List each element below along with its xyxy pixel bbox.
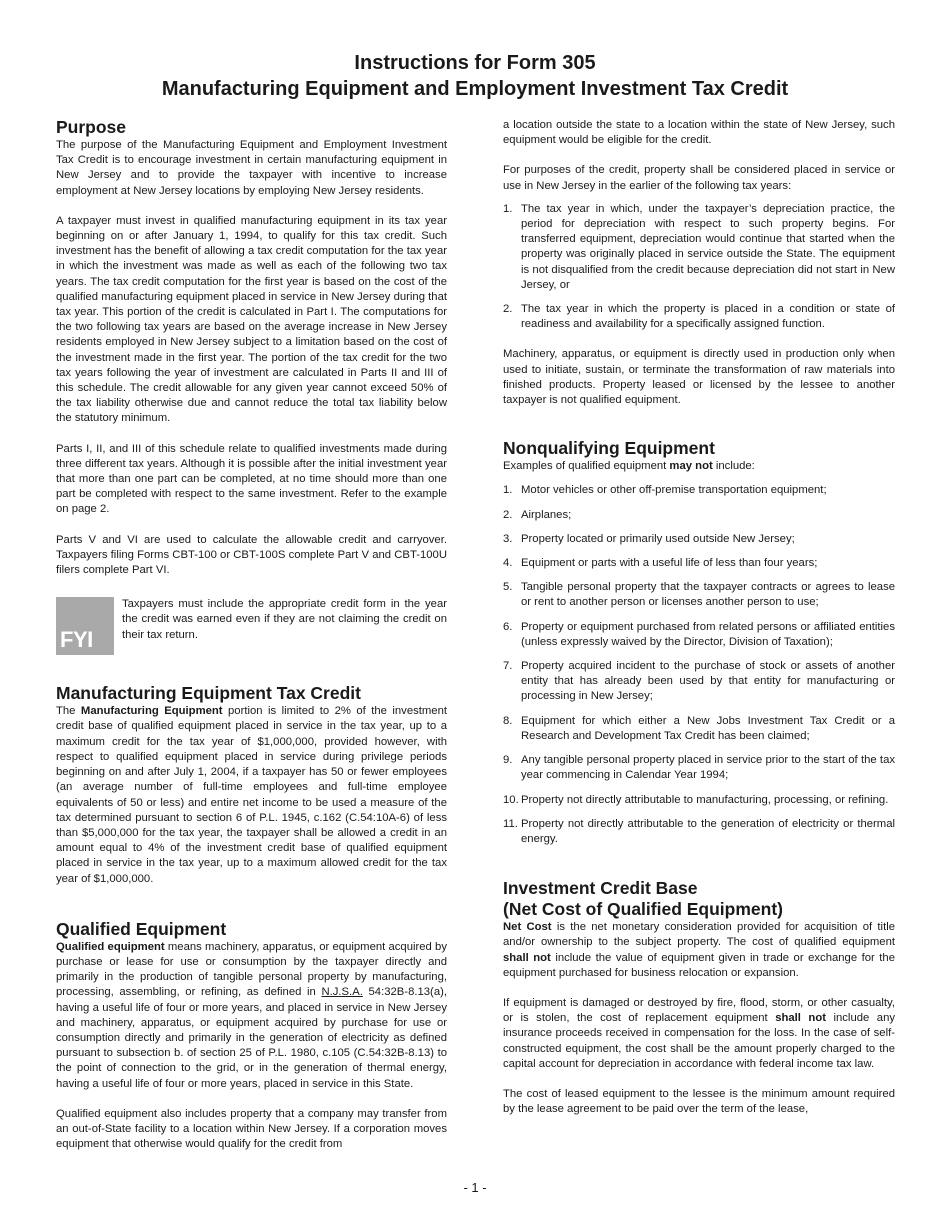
list-text: Property not directly attributable to the generation of electricity or thermal energy. xyxy=(521,817,895,845)
statute-reference: N.J.S.A. xyxy=(321,986,363,999)
placed-in-service-list xyxy=(503,202,895,333)
list-number: 5. xyxy=(503,581,513,594)
qualified-bold: Qualified equipment xyxy=(56,940,165,953)
manufacturing-paragraph xyxy=(56,704,447,886)
casualty-text-a: If equipment is damaged or destroyed by fire, flood, storm, or other casualty, or is stolen, the cost of replacement equipment xyxy=(503,996,895,1025)
list-text: Property not directly attributable to manufacturing, processing, or refining. xyxy=(521,793,889,806)
list-item xyxy=(503,556,895,571)
list-item xyxy=(503,620,895,650)
shall-not-bold-2: shall not xyxy=(775,1012,826,1025)
list-item xyxy=(503,532,895,547)
manufacturing-bold: Manufacturing Equipment xyxy=(80,705,223,718)
list-item xyxy=(503,508,895,523)
qualified-paragraph-2: Qualified equipment also includes property that a company may transfer from an out-of-State facility to a location within New Jersey. If a corporation moves equipment that otherwise would qualify for the credit from xyxy=(56,1107,447,1151)
left-column xyxy=(56,117,447,1152)
list-text: Property or equipment purchased from related persons or affiliated entities (unless expressly waived by the Director, Division of Taxation); xyxy=(521,620,895,648)
page-title xyxy=(0,50,950,102)
page-number: - 1 - xyxy=(463,1180,487,1195)
fyi-label: FYI xyxy=(60,627,93,653)
casualty-paragraph xyxy=(503,996,895,1072)
manufacturing-lead: The xyxy=(56,705,81,718)
purpose-paragraph-3: Parts I, II, and III of this schedule relate to qualified investments made during three different tax years. Although it is possible after the initial investment year that more than one part can be completed, at no time should more than one part be completed with respect to the same investment. Refer to the example on page 2. xyxy=(56,442,447,516)
list-number: 6. xyxy=(503,620,513,633)
nonqualifying-intro-a: Examples of qualified equipment xyxy=(503,460,670,473)
list-text: Motor vehicles or other off-premise transportation equipment; xyxy=(521,484,827,497)
right-column xyxy=(503,118,895,1117)
list-text: Equipment or parts with a useful life of less than four years; xyxy=(521,557,818,570)
list-item xyxy=(503,817,895,847)
investment-base-heading-1: Investment Credit Base xyxy=(503,878,698,899)
fyi-text: Taxpayers must include the appropriate credit form in the year the credit was earned even if they are not claiming the credit on their tax return. xyxy=(122,598,447,641)
list-number: 7. xyxy=(503,660,513,673)
list-text: Property acquired incident to the purchase of stock or assets of another entity that has already been used by that entity for manufacturing or processing in New Jersey; xyxy=(521,660,895,703)
net-cost-paragraph xyxy=(503,920,895,981)
list-item xyxy=(503,202,895,293)
nonqualifying-heading: Nonqualifying Equipment xyxy=(503,438,715,459)
list-text: The tax year in which the property is placed in a condition or state of readiness and availability for a specifically assigned function. xyxy=(521,303,895,331)
list-text: Equipment for which either a New Jobs Investment Tax Credit or a Research and Development Tax Credit has been claimed; xyxy=(521,714,895,742)
list-number: 3. xyxy=(503,532,513,545)
list-number: 1. xyxy=(503,202,513,215)
purpose-heading: Purpose xyxy=(56,117,127,137)
machinery-paragraph: Machinery, apparatus, or equipment is directly used in production only when used to initiate, sustain, or terminate the transformation of raw materials into finished products. Property leased or licensed by the lessee to another taxpayer is not qualified equipment. xyxy=(503,348,895,407)
title-line-2: Manufacturing Equipment and Employment Investment Tax Credit xyxy=(161,78,789,100)
list-item xyxy=(503,483,895,498)
qualified-part-2: 54:32B-8.13(a), having a useful life of four or more years, and placed in service in New Jersey and machinery, apparatus, or equipment acquired by purchase for use or consumption directly and primarily in the generation of electricity as defined pursuant to subsection b. of section 25 of P.L. 1980, c.105 (C.54:32B-8.13) to the point of connection to the grid, or in the generation of thermal energy, having a useful life of four or more years, placed in service in this State. xyxy=(56,986,447,1090)
nonqualifying-list xyxy=(503,483,895,847)
nonqualifying-intro xyxy=(503,459,895,474)
list-number: 10. xyxy=(503,793,519,806)
qualified-paragraph-1 xyxy=(56,940,447,1092)
casualty-text-b: include any insurance proceeds received in compensation for the loss. In the case of self-constructed equipment, the cost shall be the amount properly charged to the capital account for depreciation in accordance with federal income tax law. xyxy=(503,1012,895,1070)
list-number: 2. xyxy=(503,508,513,521)
list-text: Airplanes; xyxy=(521,508,572,521)
list-item xyxy=(503,659,895,705)
net-cost-text-a: is the net monetary consideration provided for acquisition of title and/or ownership to the subject property. The cost of qualified equipment xyxy=(503,921,895,949)
list-text: The tax year in which, under the taxpayer’s depreciation practice, the period for depreciation with respect to such property begins. For transferred equipment, depreciation would continue that started when the property was originally placed in service outside the State. The equipment is not disqualified from the credit because depreciation did not start in New Jersey, or xyxy=(521,202,895,291)
list-text: Tangible personal property that the taxpayer contracts or agrees to lease or rent to another person or licenses another person to use; xyxy=(521,581,895,609)
manufacturing-heading: Manufacturing Equipment Tax Credit xyxy=(56,683,361,704)
purpose-paragraph-1: The purpose of the Manufacturing Equipment and Employment Investment Tax Credit is to encourage investment in certain manufacturing equipment in New Jersey and to provide the taxpayer with incentive to increase employment at New Jersey locations by employing New Jersey residents. xyxy=(56,139,447,197)
net-cost-bold: Net Cost xyxy=(503,921,552,934)
leased-equipment-paragraph: The cost of leased equipment to the lessee is the minimum amount required by the lease agreement to be paid over the term of the lease, xyxy=(503,1087,895,1116)
net-cost-text-b: include the value of equipment given in trade or exchange for the equipment purchased for business relocation or expansion. xyxy=(503,951,895,979)
list-number: 9. xyxy=(503,754,513,767)
qualified-heading: Qualified Equipment xyxy=(56,918,227,939)
list-item xyxy=(503,793,895,808)
purpose-paragraph-4: Parts V and VI are used to calculate the allowable credit and carryover. Taxpayers filing Forms CBT-100 or CBT-100S complete Part V and CBT-100U filers complete Part VI. xyxy=(56,533,447,577)
nonqualifying-intro-b: include: xyxy=(712,460,755,473)
title-line-1: Instructions for Form 305 xyxy=(354,52,596,74)
shall-not-bold-1: shall not xyxy=(503,951,551,964)
continued-paragraph: a location outside the state to a location within the state of New Jersey, such equipment would be eligible for the credit. xyxy=(503,119,895,147)
investment-base-heading-2: (Net Cost of Qualified Equipment) xyxy=(503,899,783,920)
manufacturing-rest: portion is limited to 2% of the investment credit base of qualified equipment placed in service in the tax year, up to a maximum credit for the tax year of $1,000,000, provided however, with respect to qualified equipment placed in service during privilege periods beginning on and after July 1, 2004, if a taxpayer has 50 or fewer employees (an average number of full-time employees and full-time employee equivalents of 50 or less) and entire net income to be used a measure of the tax determined pursuant to section 6 of P.L. 1945, c.162 (C.54:10A-6) of less than $5,000,000 for the tax year, the taxpayer shall be allowed a credit in an amount equal to 4% of the investment credit base of qualified equipment placed in service in the tax year, up to a maximum allowed credit for the tax year of $1,000,000. xyxy=(56,705,448,885)
list-item xyxy=(503,580,895,610)
list-number: 1. xyxy=(503,484,513,497)
placed-in-service-intro: For purposes of the credit, property shall be considered placed in service or use in New Jersey in the earlier of the following tax years: xyxy=(503,164,895,192)
list-text: Any tangible personal property placed in service prior to the start of the tax year commencing in Calendar Year 1994; xyxy=(521,754,895,782)
list-number: 11. xyxy=(503,817,518,830)
fyi-note xyxy=(56,597,447,655)
list-item xyxy=(503,714,895,744)
purpose-paragraph-2: A taxpayer must invest in qualified manufacturing equipment in its tax year beginning on or after January 1, 1994, to qualify for this tax credit. Such investment has the benefit of allowing a tax credit computation for the tax year in which the investment was made as well as each of the following two tax years. The tax credit computation for the first year is based on the cost of the qualified manufacturing equipment placed in service in New Jersey during that tax year. This portion of the credit is calculated in Part I. The computations for the two following tax years are based on the average increase in New Jersey residents employed in New Jersey subject to a limitation based on the cost of the investment made in the first year. The portion of the tax credit for the two tax years following the year of investment are calculated in Parts II and III of this schedule. The credit allowable for any given year cannot exceed 50% of the tax liability otherwise due and cannot reduce the total tax liability below the statutory minimum. xyxy=(56,214,447,425)
list-number: 8. xyxy=(503,714,513,727)
list-text: Property located or primarily used outside New Jersey; xyxy=(521,532,795,545)
list-item xyxy=(503,302,895,332)
list-number: 4. xyxy=(503,557,513,570)
list-item xyxy=(503,753,895,783)
list-number: 2. xyxy=(503,303,513,316)
nonqualifying-intro-bold: may not xyxy=(669,460,713,473)
qualified-part-1: means machinery, apparatus, or equipment acquired by purchase or lease for use or consumption by the taxpayer directly and primarily in the production of tangible personal property by manufacturing, processing, assembling, or refining, as defined in xyxy=(56,940,447,999)
fyi-icon xyxy=(56,597,114,655)
